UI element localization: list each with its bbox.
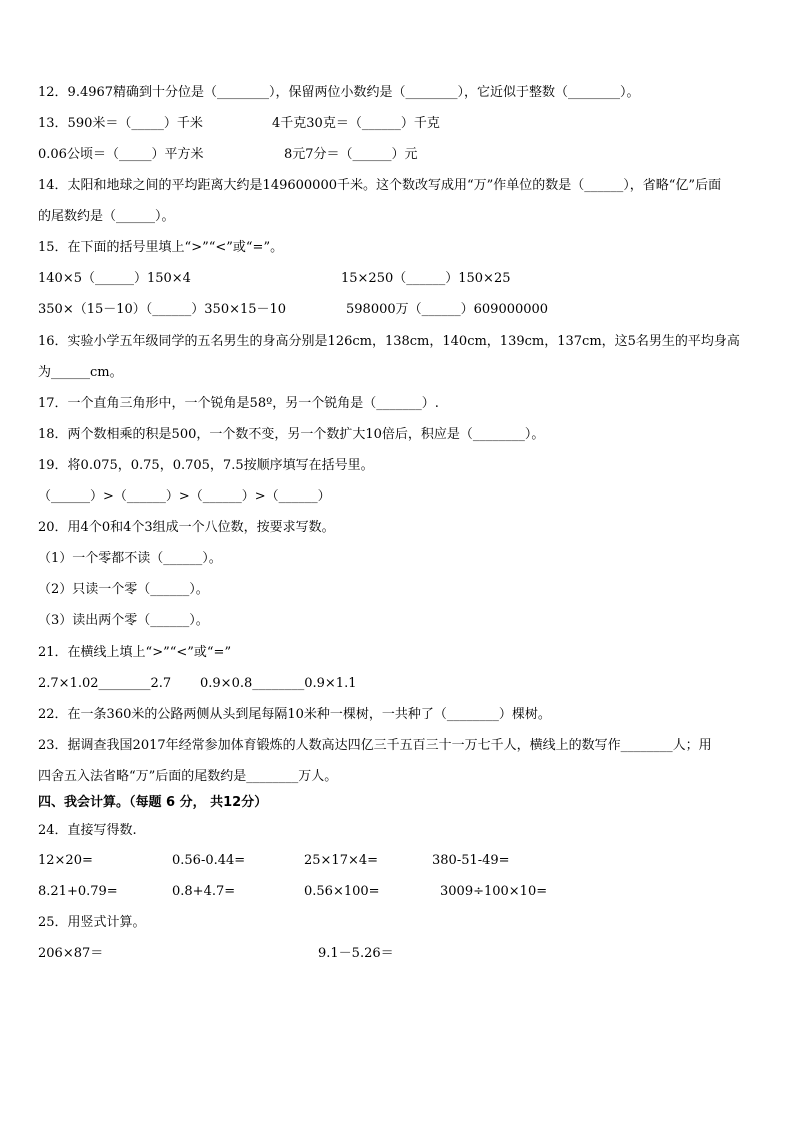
q13-item-4: 8元7分＝（______）元 xyxy=(284,147,418,162)
section-4-heading: 四、我会计算。（每题 6 分， 共12分） xyxy=(38,795,268,810)
question-17: 17．一个直角三角形中，一个锐角是58º，另一个锐角是（_______）. xyxy=(38,396,439,411)
question-23-line-2: 四舍五入法省略“万”后面的尾数约是________万人。 xyxy=(38,769,338,784)
q21-item-2: 0.9×0.8________0.9×1.1 xyxy=(200,676,357,691)
question-23-line-1: 23．据调查我国2017年经常参加体育锻炼的人数高达四亿三千五百三十一万七千人，横线上的数写作________人；用 xyxy=(38,738,712,753)
q25-item-2: 9.1－5.26＝ xyxy=(318,946,394,961)
question-20-item-3: （3）读出两个零（______）。 xyxy=(38,613,209,628)
q13-item-3: 0.06公顷＝（_____）平方米 xyxy=(38,147,204,162)
question-20-item-2: （2）只读一个零（______）。 xyxy=(38,582,209,597)
question-12: 12．9.4967精确到十分位是（________），保留两位小数约是（________），它近似于整数（________）。 xyxy=(38,85,640,100)
question-14-line-2: 的尾数约是（______）。 xyxy=(38,209,175,224)
q15-item-3: 350×（15－10）（______）350×15－10 xyxy=(38,302,287,317)
question-18: 18．两个数相乘的积是500，一个数不变，另一个数扩大10倍后，积应是（________）。 xyxy=(38,427,545,442)
q24-item-5: 8.21+0.79= xyxy=(38,884,118,899)
question-16-line-2: 为______cm。 xyxy=(38,365,123,380)
question-16-line-1: 16．实验小学五年级同学的五名男生的身高分别是126cm，138cm，140cm，139cm，137cm，这5名男生的平均身高 xyxy=(38,334,740,349)
question-24-title: 24．直接写得数. xyxy=(38,823,137,838)
q21-item-1: 2.7×1.02________2.7 xyxy=(38,676,172,691)
q15-item-4: 598000万（______）609000000 xyxy=(346,302,549,317)
question-19-answer: （______）>（______）>（______）>（______） xyxy=(38,489,331,504)
question-20-title: 20．用4个0和4个3组成一个八位数，按要求写数。 xyxy=(38,520,335,535)
q25-item-1: 206×87＝ xyxy=(38,946,104,961)
question-14-line-1: 14．太阳和地球之间的平均距离大约是149600000千米。这个数改写成用“万”作单位的数是（______），省略“亿”后面 xyxy=(38,178,722,193)
q24-item-3: 25×17×4= xyxy=(304,853,379,868)
question-15-title: 15．在下面的括号里填上“>”“<”或“=”。 xyxy=(38,240,284,255)
q24-item-6: 0.8+4.7= xyxy=(172,884,236,899)
q24-item-1: 12×20= xyxy=(38,853,93,868)
question-21-title: 21．在横线上填上“>”“<”或“=” xyxy=(38,645,232,660)
q13-item-1: 13．590米＝（_____）千米 xyxy=(38,116,203,131)
q15-item-1: 140×5（______）150×4 xyxy=(38,271,191,286)
q24-item-4: 380-51-49= xyxy=(432,853,510,868)
q15-item-2: 15×250（______）150×25 xyxy=(341,271,511,286)
question-22: 22．在一条360米的公路两侧从头到尾每隔10米种一棵树，一共种了（________）棵树。 xyxy=(38,707,551,722)
q24-item-8: 3009÷100×10= xyxy=(440,884,548,899)
question-20-item-1: （1）一个零都不读（______）。 xyxy=(38,551,222,566)
question-19-title: 19．将0.075，0.75，0.705，7.5按顺序填写在括号里。 xyxy=(38,458,374,473)
q24-item-2: 0.56-0.44= xyxy=(172,853,246,868)
q24-item-7: 0.56×100= xyxy=(304,884,380,899)
q13-item-2: 4千克30克＝（______）千克 xyxy=(272,116,440,131)
question-25-title: 25．用竖式计算。 xyxy=(38,915,146,930)
